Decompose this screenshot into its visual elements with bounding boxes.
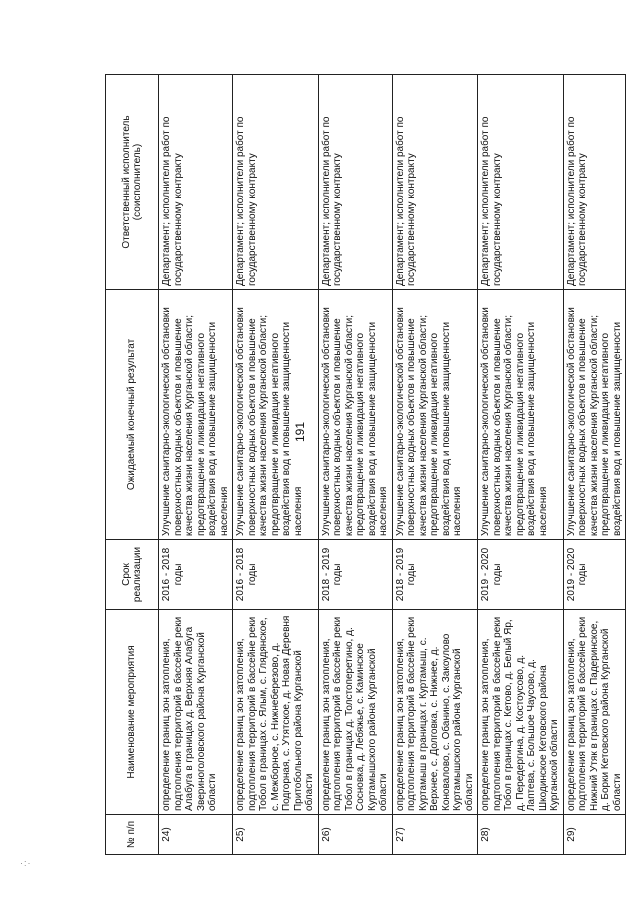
table-row xyxy=(318,75,392,855)
expected-result: Улучшение санитарно-экологической обстановки поверхностных водных объектов и повышение качества жизни населения Курганской области; предотвращение и ликвидация негативного воздействия вод и повышение защищенности xyxy=(563,290,626,540)
table-row xyxy=(563,75,626,855)
row-number: 27) xyxy=(392,815,478,855)
activity-name: определение границ зон затопления, подтопления территорий в бассейне реки Тобол в границах с. Кетово, д. Белый Яр, д. Передергина, д. Костоусово, д. Лаптева, с. Большое Чаусово, д. Шкодинское Кетовского района Курганской области xyxy=(478,610,564,815)
header-term: Срок реализации xyxy=(106,540,159,610)
term: 2019 - 2020 годы xyxy=(478,540,564,610)
activities-table xyxy=(105,74,626,855)
expected-result: Улучшение санитарно-экологической обстановки поверхностных водных объектов и повышение качества жизни населения Курганской области; предотвращение и ликвидация негативного воздействия вод и повышение защищенности населения xyxy=(318,290,392,540)
expected-result: Улучшение санитарно-экологической обстановки поверхностных водных объектов и повышение качества жизни населения Курганской области; предотвращение и ликвидация негативного воздействия вод и повышение защищенности населения xyxy=(159,290,233,540)
term: 2019 - 2020 годы xyxy=(563,540,626,610)
term: 2016 - 2018 годы xyxy=(233,540,319,610)
term: 2016 - 2018 годы xyxy=(159,540,233,610)
activity-name: определение границ зон затопления, подтопления территорий в бассейне реки Тобол в границах с. Ялым, с. Глядянское, с. Межборное, с. Нижнеберезово, д. Подгорная, с. Утятское, д. Новая Деревня Притобольного района Курганской области xyxy=(233,610,319,815)
header-number: № п/п xyxy=(106,815,159,855)
term: 2018 - 2019 годы xyxy=(392,540,478,610)
activity-name: определение границ зон затопления, подтопления территорий в бассейне реки Куртамыш в границах г. Куртамыш, с. Верхнее, с. Долговка, с. Нижнее, д. Коновалово, с. Обанино, с. Закоулово Куртамышского района Курганской области xyxy=(392,610,478,815)
header-expected-result: Ожидаемый конечный результат xyxy=(106,290,159,540)
expected-result: Улучшение санитарно-экологической обстановки поверхностных водных объектов и повышение качества жизни населения Курганской области; предотвращение и ликвидация негативного воздействия вод и повышение защищенности населения xyxy=(478,290,564,540)
page-number: 191 xyxy=(293,421,307,442)
header-activity-name: Наименование мероприятия xyxy=(106,610,159,815)
responsible-executor: Департамент; исполнители работ по государственному контракту xyxy=(478,75,564,290)
table-row xyxy=(159,75,233,855)
responsible-executor: Департамент; исполнители работ по государственному контракту xyxy=(392,75,478,290)
scan-marks: ·:· xyxy=(20,858,32,868)
row-number: 24) xyxy=(159,815,233,855)
row-number: 28) xyxy=(478,815,564,855)
responsible-executor: Департамент; исполнители работ по государственному контракту xyxy=(159,75,233,290)
header-responsible-executor: Ответственный исполнитель (соисполнитель) xyxy=(106,75,159,290)
table-row xyxy=(478,75,564,855)
responsible-executor: Департамент; исполнители работ по государственному контракту xyxy=(563,75,626,290)
table-row xyxy=(233,75,319,855)
responsible-executor: Департамент; исполнители работ по государственному контракту xyxy=(233,75,319,290)
row-number: 25) xyxy=(233,815,319,855)
row-number: 26) xyxy=(318,815,392,855)
expected-result: Улучшение санитарно-экологической обстановки поверхностных водных объектов и повышение качества жизни населения Курганской области; предотвращение и ликвидация негативного воздействия вод и повышение защищенности населения xyxy=(392,290,478,540)
table-header-row xyxy=(106,75,159,855)
term: 2018 - 2019 годы xyxy=(318,540,392,610)
row-number: 29) xyxy=(563,815,626,855)
responsible-executor: Департамент; исполнители работ по государственному контракту xyxy=(318,75,392,290)
table-row xyxy=(392,75,478,855)
expected-result: Улучшение санитарно-экологической обстановки поверхностных водных объектов и повышение качества жизни населения Курганской области; предотвращение и ликвидация негативного воздействия вод и повышение защищенности населения xyxy=(233,290,319,540)
activities-table-wrapper xyxy=(105,75,622,855)
activity-name: определение границ зон затопления, подтопления территорий в бассейне реки Нижний Утяк в границах с. Падеринское, д. Борки Кетовского района Курганской области xyxy=(563,610,626,815)
activity-name: определение границ зон затопления, подтопления территорий в бассейне реки Алабуга в границах д. Верхняя Алабуга Звериноголовского района Курганской области xyxy=(159,610,233,815)
activity-name: определение границ зон затопления, подтопления территорий в бассейне реки Тобол в границах д. Толстоперетино, д. Сосновка, д. Лебяжье, с. Каминское Куртамышского района Курганской области xyxy=(318,610,392,815)
